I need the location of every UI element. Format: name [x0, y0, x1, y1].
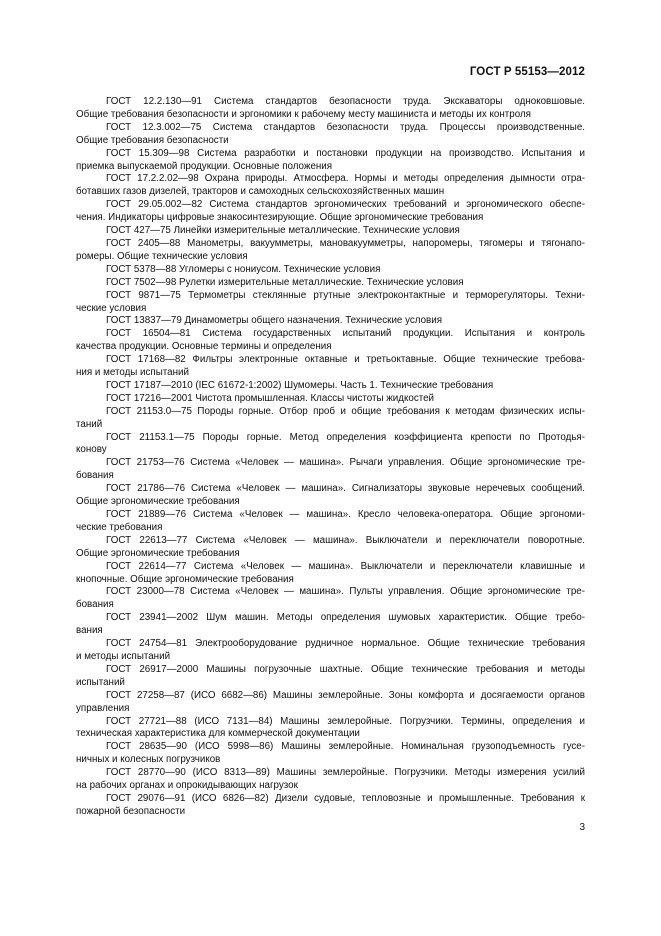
reference-entry — [76, 689, 585, 716]
reference-entry — [76, 741, 585, 767]
reference-line-first: ГОСТ 427—75 Линейки измерительные металлические. Технические условия — [106, 225, 460, 237]
reference-line-first: ГОСТ 5378—88 Угломеры с нониусом. Технические условия — [106, 263, 381, 275]
reference-line-continuation: ничных и колесных погрузчиков — [76, 754, 221, 766]
reference-entry — [76, 121, 585, 148]
reference-line-first: ГОСТ 17168—82 Фильтры электронные октавные и третьоктавные. Общие технические требова- — [106, 354, 585, 366]
reference-entry — [76, 612, 585, 638]
reference-entry — [76, 586, 585, 612]
reference-line-continuation: приемка выпускаемой продукции. Основные положения — [76, 160, 333, 172]
reference-line-first: ГОСТ 22614—77 Система «Человек — машина». Выключатели и переключатели клавишные и — [106, 560, 585, 572]
reference-entry — [76, 237, 585, 264]
reference-line-continuation: Общие эргономические требования — [76, 496, 240, 508]
reference-line-continuation: ческие требования — [76, 521, 163, 533]
reference-line-first: ГОСТ 22613—77 Система «Человек — машина». Выключатели и переключатели поворотные. — [106, 534, 585, 546]
reference-entry — [76, 96, 585, 122]
reference-line-first: ГОСТ 21889—76 Система «Человек — машина». Кресло человека-оператора. Общие эргономи- — [106, 509, 585, 520]
reference-line-continuation: качества продукции. Основные термины и определения — [76, 341, 332, 353]
reference-entry — [76, 173, 585, 199]
reference-line-first: ГОСТ 21753—76 Система «Человек — машина». Рычаги управления. Общие эргономические тре- — [106, 457, 585, 469]
reference-entry — [76, 147, 585, 174]
reference-line-continuation: кнопочные. Общие эргономические требования — [76, 573, 294, 585]
reference-line-continuation: техническая характеристика для коммерческой документации — [76, 728, 360, 740]
reference-line-continuation: испытаний — [76, 676, 125, 688]
reference-line-continuation: Общие эргономические требования — [76, 547, 240, 559]
reference-entry — [106, 380, 585, 393]
reference-line-continuation: управления — [76, 702, 130, 714]
reference-line-continuation: пожарной безопасности — [76, 805, 186, 817]
reference-line-continuation: бования — [76, 470, 114, 482]
reference-line-first: ГОСТ 29076—91 (ИСО 6826—82) Дизели судовые, тепловозные и промышленные. Требования к — [106, 792, 585, 804]
reference-line-first: ГОСТ 7502—98 Рулетки измерительные металлические. Технические условия — [106, 276, 464, 288]
reference-line-continuation: вания — [76, 625, 103, 637]
reference-entry — [106, 393, 585, 406]
document-code-header: ГОСТ Р 55153—2012 — [469, 66, 585, 78]
reference-entry — [106, 277, 585, 290]
reference-line-continuation: чения. Индикаторы цифровые знакосинтезирующие. Общие эргономические требования — [76, 212, 484, 224]
reference-line-continuation: на рабочих органах и опрокидывающих нагрузок — [76, 780, 298, 792]
reference-line-first: ГОСТ 13837—79 Динамометры общего назначения. Технические условия — [106, 315, 443, 327]
reference-entry — [76, 457, 585, 483]
reference-entry — [76, 767, 585, 793]
reference-line-first: ГОСТ 17187—2010 (IEC 61672-1:2002) Шумомеры. Часть 1. Технические требования — [106, 379, 494, 391]
reference-line-continuation: ромеры. Общие технические условия — [76, 250, 248, 262]
reference-entry — [76, 405, 585, 432]
reference-entry — [76, 792, 585, 819]
reference-line-first: ГОСТ 28635—90 (ИСО 5998—86) Машины землеройные. Номинальная грузоподъемность гусе- — [106, 741, 585, 753]
reference-line-continuation: ния и методы испытаний — [76, 367, 189, 379]
reference-entry — [76, 715, 585, 742]
reference-line-first: ГОСТ 17216—2001 Чистота промышленная. Классы чистоты жидкостей — [106, 392, 435, 404]
reference-line-first: ГОСТ 12.2.130—91 Система стандартов безопасности труда. Экскаваторы одноковшовые. — [106, 96, 585, 107]
reference-line-first: ГОСТ 23941—2002 Шум машин. Методы определения шумовых характеристик. Общие требо- — [106, 612, 585, 624]
reference-entry — [76, 199, 585, 225]
reference-entry — [106, 225, 585, 238]
reference-line-first: ГОСТ 26917—2000 Машины погрузочные шахтные. Общие технические требования и методы — [106, 663, 585, 675]
reference-entry — [76, 289, 585, 316]
reference-entry — [106, 264, 585, 277]
reference-line-continuation: бования — [76, 599, 114, 611]
reference-line-continuation: конову — [76, 444, 107, 456]
reference-entry — [76, 431, 585, 458]
references-list — [76, 96, 585, 819]
reference-line-first: ГОСТ 29.05.002—82 Система стандартов эргономических требований и эргономического обеспе- — [106, 199, 585, 211]
reference-line-first: ГОСТ 21153.1—75 Породы горные. Метод определения коэффициента крепости по Протодья- — [106, 431, 585, 443]
reference-entry — [76, 560, 585, 587]
reference-line-first: ГОСТ 21153.0—75 Породы горные. Отбор проб и общие требования к методам физических испы- — [106, 405, 585, 417]
reference-line-first: ГОСТ 16504—81 Система государственных испытаний продукции. Испытания и контроль — [106, 328, 585, 340]
reference-line-first: ГОСТ 24754—81 Электрооборудование рудничное нормальное. Общие технические требования — [106, 638, 585, 650]
reference-line-first: ГОСТ 9871—75 Термометры стеклянные ртутные электроконтактные и терморегуляторы. Техни- — [106, 289, 585, 301]
reference-entry — [76, 328, 585, 354]
reference-line-first: ГОСТ 27258—87 (ИСО 6682—86) Машины землеройные. Зоны комфорта и досягаемости органов — [106, 689, 585, 701]
reference-line-first: ГОСТ 17.2.2.02—98 Охрана природы. Атмосфера. Нормы и методы определения дымности отра- — [106, 173, 585, 185]
reference-entry — [106, 315, 585, 328]
reference-line-first: ГОСТ 27721—88 (ИСО 7131—84) Машины землеройные. Погрузчики. Термины, определения и — [106, 715, 585, 727]
reference-entry — [76, 534, 585, 561]
reference-line-first: ГОСТ 28770—90 (ИСО 8313—89) Машины землеройные. Погрузчики. Методы измерения усилий — [106, 767, 585, 779]
reference-line-continuation: таний — [76, 418, 103, 430]
reference-line-first: ГОСТ 12.3.002—75 Система стандартов безопасности труда. Процессы производственные. — [106, 121, 585, 133]
reference-line-continuation: ческие условия — [76, 302, 147, 314]
reference-entry — [76, 354, 585, 380]
page-number: 3 — [579, 822, 585, 833]
reference-line-first: ГОСТ 2405—88 Манометры, вакуумметры, мановакуумметры, напоромеры, тягомеры и тягонапо- — [106, 237, 585, 249]
reference-entry — [76, 663, 585, 690]
reference-line-first: ГОСТ 15.309—98 Система разработки и постановки продукции на производство. Испытания и — [106, 147, 585, 159]
reference-line-continuation: и методы испытаний — [76, 650, 171, 662]
reference-line-continuation: Общие требования безопасности — [76, 134, 229, 146]
reference-entry — [76, 509, 585, 535]
reference-line-first: ГОСТ 21786—76 Система «Человек — машина». Сигнализаторы звуковые неречевых сообщений. — [106, 483, 585, 495]
reference-entry — [76, 638, 585, 664]
reference-line-first: ГОСТ 23000—78 Система «Человек — машина». Пульты управления. Общие эргономические тре- — [106, 586, 585, 598]
reference-line-continuation: Общие требования безопасности и эргономики к рабочему месту машиниста и методы их контроля — [76, 108, 531, 120]
reference-entry — [76, 483, 585, 509]
reference-line-continuation: ботавших газов дизелей, тракторов и самоходных сельскохозяйственных машин — [76, 186, 445, 198]
